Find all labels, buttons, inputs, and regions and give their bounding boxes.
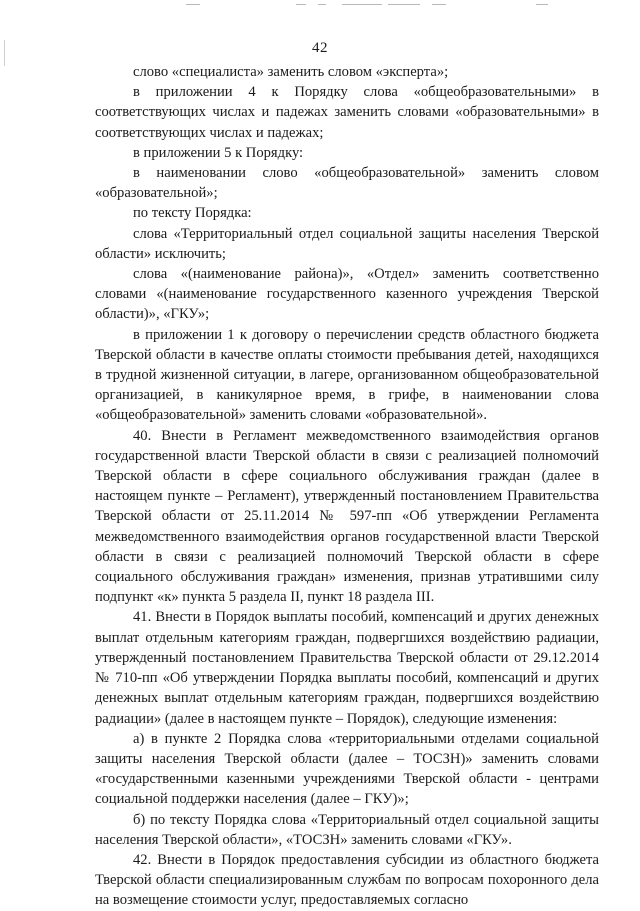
paragraph: слово «специалиста» заменить словом «эксперта»;	[133, 64, 449, 80]
paragraph: слова «Территориальный отдел социальной защиты населения Тверской области» исключить;	[95, 225, 599, 262]
paragraph-item-40: 40. Внести в Регламент межведомственного взаимодействия органов государственной власти Тверской области в связи с реализацией полномочий Тверской области в сфере социального обслуживания граждан (далее в настоящем пункте – Регламент), утвержденный постановлением Правительства Тверской области от 25.11.2014 № 597-пп «Об утверждении Регламента межведомственного взаимодействия органов государственной власти Тверской области в связи с реализацией полномочий Тверской области в сфере социального обслуживания граждан» изменения, признав утратившими силу подпункт «к» пункта 5 раздела II, пункт 18 раздела III.	[95, 427, 599, 606]
page-number: 42	[312, 40, 328, 56]
document-body	[95, 62, 599, 911]
paragraph: в приложении 4 к Порядку слова «общеобразовательными» в соответствующих числах и падежах заменить словами «образовательными» в соответствующих числах и падежах;	[95, 84, 599, 141]
paragraph: в приложении 1 к договору о перечислении средств областного бюджета Тверской области в качестве оплаты стоимости пребывания детей, находящихся в трудной жизненной ситуации, в лагере, организованном общеобразовательной организацией, в каникулярное время, в грифе, в наименовании слова «общеобразовательной» заменить словами «образовательной».	[95, 326, 599, 424]
paragraph-subitem-b: б) по тексту Порядка слова «Территориальный отдел социальной защиты населения Тверской области», «ТОСЗН» заменить словами «ГКУ».	[95, 811, 599, 848]
paragraph: в приложении 5 к Порядку:	[133, 144, 304, 161]
scan-artifacts	[0, 4, 640, 10]
paragraph-item-41: 41. Внести в Порядок выплаты пособий, компенсаций и других денежных выплат отдельным категориям граждан, подвергшихся воздействию радиации, утвержденный постановлением Правительства Тверской области от 29.12.2014 № 710-пп «Об утверждении Порядка выплаты пособий, компенсаций и других денежных выплат отдельным категориям граждан, подвергшихся воздействию радиации» (далее в настоящем пункте – Порядок), следующие изменения:	[95, 609, 599, 727]
paragraph-subitem-a: а) в пункте 2 Порядка слова «территориальными отделами социальной защиты населения Тверской области (далее – ТОСЗН)» заменить словами «государственными казенными учреждениями Тверской области - центрами социальной поддержки населения (далее – ГКУ)»;	[95, 730, 599, 808]
paragraph-item-42: 42. Внести в Порядок предоставления субсидии из областного бюджета Тверской области специализированным службам по вопросам похоронного дела на возмещение стоимости услуг, предоставляемых согласно	[95, 851, 599, 909]
paragraph: слова «(наименование района)», «Отдел» заменить соответственно словами «(наименование государственного казенного учреждения Тверской области)», «ГКУ»;	[95, 266, 599, 323]
paragraph: по тексту Порядка:	[133, 205, 252, 222]
paragraph: в наименовании слово «общеобразовательной» заменить словом «образовательной»;	[95, 165, 599, 202]
